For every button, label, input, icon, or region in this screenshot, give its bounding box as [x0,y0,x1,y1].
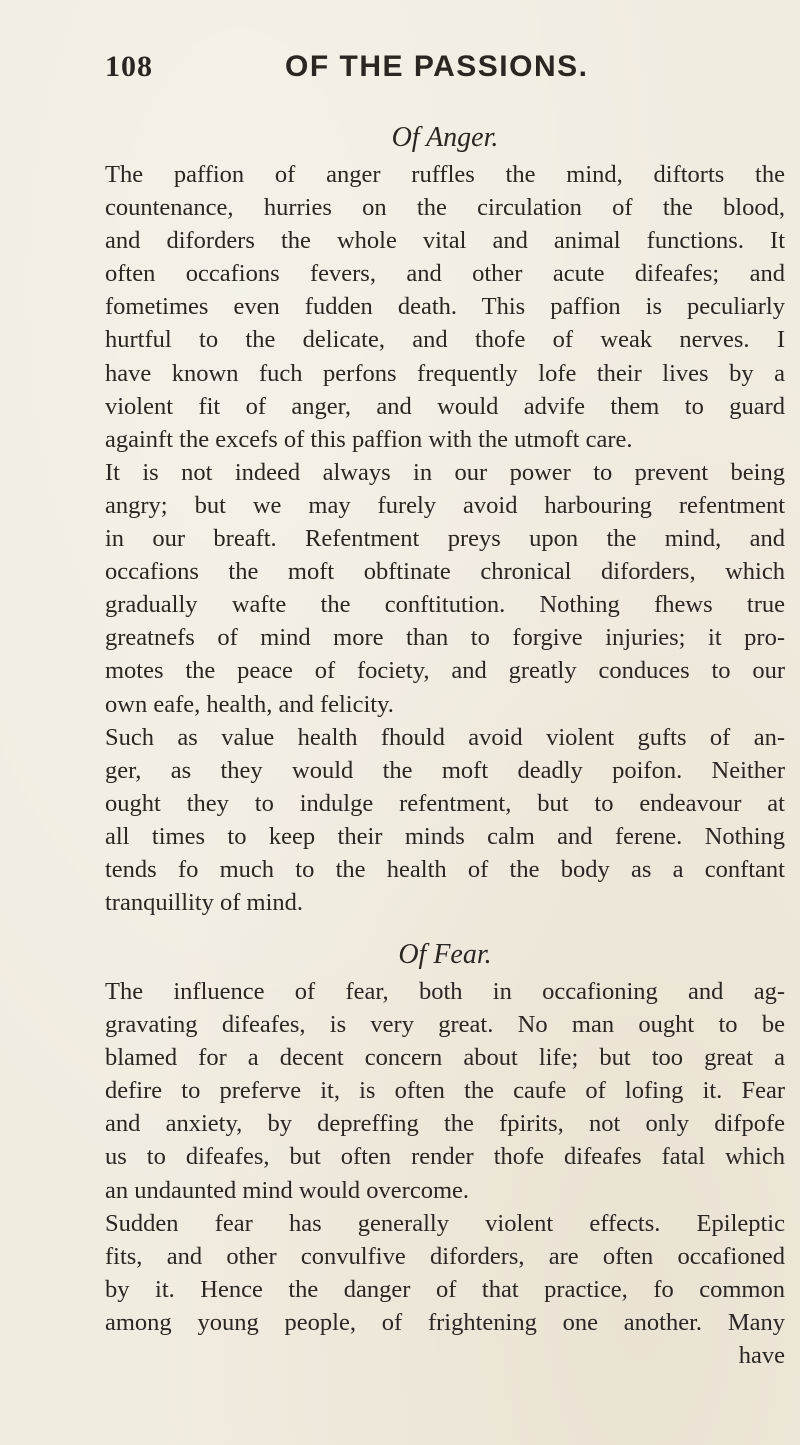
section-anger [105,118,785,919]
anger-line: hurtful to the delicate, and thofe of weak nerves. I [105,326,785,354]
fear-line: gravating difeafes, is very great. No man ought to be [105,1011,785,1039]
anger-line: have known fuch perfons frequently lofe their lives by a [105,359,785,387]
anger-line: tranquillity of mind. [105,889,304,917]
anger-line: angry; but we may furely avoid harbouring refentment [105,491,785,519]
anger-line: and diforders the whole vital and animal functions. It [105,227,785,255]
anger-line: The paffion of anger ruffles the mind, diftorts the [105,161,785,188]
fear-line: Sudden fear has generally violent effects. Epileptic [105,1209,785,1237]
fear-line: blamed for a decent concern about life; but too great a [105,1044,785,1072]
fear-line: among young people, of frightening one another. Many [105,1308,785,1336]
anger-line: own eafe, health, and felicity. [105,690,394,718]
section-title-fear: Of Fear. [398,939,492,970]
section-title-anger: Of Anger. [391,122,499,153]
anger-line: violent fit of anger, and would advife them to guard [105,392,785,420]
anger-line: It is not indeed always in our power to prevent being [105,458,785,486]
fear-line: defire to preferve it, is often the caufe of lofing it. Fear [105,1077,785,1105]
anger-line: ger, as they would the moft deadly poifon. Neither [105,756,785,784]
anger-line: often occafions fevers, and other acute difeafes; and [105,260,785,288]
anger-line: Such as value health fhould avoid violent gufts of an- [105,723,785,751]
anger-line: greatnefs of mind more than to forgive injuries; it pro- [105,624,785,652]
running-head [105,50,725,90]
anger-line: motes the peace of fociety, and greatly conduces to our [105,657,785,685]
anger-line: fometimes even fudden death. This paffion is peculiarly [105,293,785,321]
anger-line: gradually wafte the conftitution. Nothing fhews true [105,591,785,619]
fear-line: The influence of fear, both in occafioning and ag- [105,978,785,1005]
anger-line: againft the excefs of this paffion with the utmoft care. [105,425,633,453]
fear-line: fits, and other convulfive diforders, are often occafioned [105,1242,785,1270]
fear-line: by it. Hence the danger of that practice, fo common [105,1275,785,1303]
running-head-title: OF THE PASSIONS. [285,50,589,83]
page-number: 108 [105,50,153,83]
catchword: have [738,1342,785,1370]
fear-line: and anxiety, by depreffing the fpirits, not only difpofe [105,1110,785,1138]
anger-line: tends fo much to the health of the body as a conftant [105,855,785,883]
anger-line: occafions the moft obftinate chronical diforders, which [105,558,785,586]
anger-line: all times to keep their minds calm and ferene. Nothing [105,822,785,850]
anger-line: in our breaft. Refentment preys upon the mind, and [105,525,785,553]
anger-line: ought they to indulge refentment, but to endeavour at [105,789,785,817]
anger-line: countenance, hurries on the circulation of the blood, [105,194,785,222]
fear-line: us to difeafes, but often render thofe difeafes fatal which [105,1143,785,1171]
section-fear [105,935,785,1372]
fear-line: an undaunted mind would overcome. [105,1176,470,1204]
